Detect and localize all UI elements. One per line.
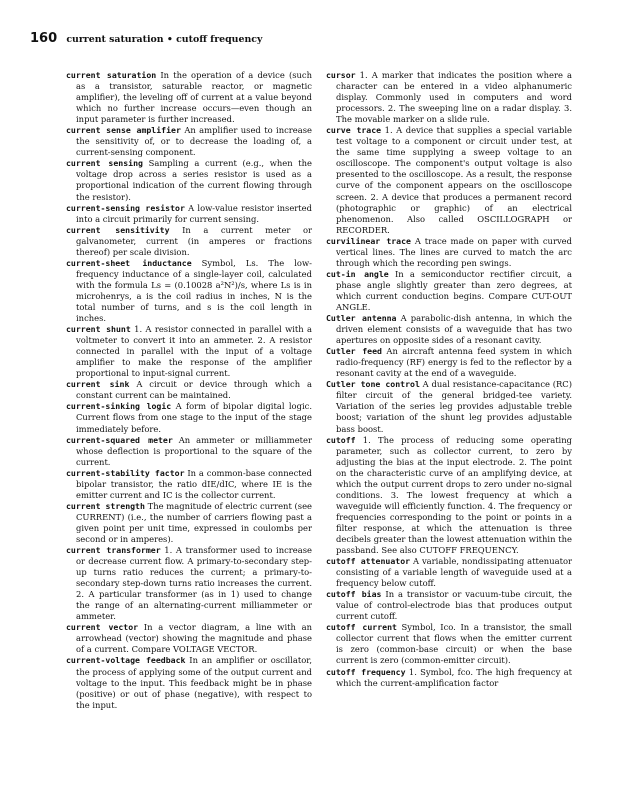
entry-term: cut-in angle [326,268,389,279]
entry-definition: A low-value resistor inserted into a circuit primarily for current sensing. [76,202,312,224]
entry-definition: An ammeter or milliammeter whose deflection is proportional to the square of the current. [76,434,312,467]
entry [66,258,312,324]
entry [66,125,312,158]
entry [326,589,572,622]
entry [66,324,312,379]
entry-term: current-sensing resistor [66,202,185,213]
entry-term: current shunt [66,324,131,335]
left-column [66,70,312,711]
entry [66,655,312,710]
entry-term: cutoff bias [326,589,382,600]
entry [66,401,312,434]
entry [66,622,312,655]
entry-definition: 1. A device that supplies a special variable test voltage to a component or circuit under test, at the same time supplying a sweep voltage to an oscilloscope. The component's output voltage is also presented to the oscilloscope. As a result, the response curve of the component appears on the oscilloscope screen. 2. A device that produces a permanent record (photographic or graphic) of an electrical phenomenon. Also called OSCILLOGRAPH or RECORDER. [336,125,572,235]
entry-definition: 1. A transformer used to increase or decrease current flow. A primary-to-secondary step-up turns ratio reduces the current; a primary-to-secondary step-down turns ratio increases the current. 2. A particular transformer (as in 1) used to change the range of an alternating-current milliammeter or ammeter. [76,545,312,622]
entry-term: current transformer [66,545,161,556]
entry-definition: Symbol, Ls. The low-frequency inductance of a single-layer coil, calculated with the formula Ls = (0.10028 a²N²)/s, where Ls is in microhenrys, a is the coil radius in inches, N is the total number of turns, and s is the coil length in inches. [76,257,312,324]
entry-term: cutoff frequency [326,666,406,677]
entry-term: current strength [66,500,145,511]
entry-term: current-stability factor [66,467,185,478]
entry-term: Cutler antenna [326,313,397,324]
entry-term: current-sinking logic [66,401,172,412]
right-column [326,70,572,689]
entry [326,125,572,235]
entry-term: current vector [66,622,139,633]
entry-term: Cutler feed [326,346,382,357]
entry-definition: In the operation of a device (such as a transistor, saturable reactor, or magnetic amplifier), the leveling off of current at a value beyond which no further increase occurs—even though an input parameter is further increased. [76,70,312,125]
entry [66,379,312,401]
entry-term: current sense amplifier [66,125,181,136]
entry-definition: An amplifier used to increase the sensitivity of, or to decrease the loading of, a current-sensing component. [76,125,312,158]
running-header [30,31,262,46]
entry [326,379,572,434]
entry-definition: 1. A resistor connected in parallel with a voltmeter to convert it into an ammeter. 2. A resistor connected in parallel with the input of a voltage amplifier to make the response of the amplifier proportional to input-signal current. [76,324,312,379]
entry-definition: 1. Symbol, fco. The high frequency at which the current-amplification factor [336,666,572,688]
entry-definition: In a transistor or vacuum-tube circuit, the value of control-electrode bias that produces output current cutoff. [336,589,572,622]
entry [66,501,312,545]
entry [326,70,572,125]
entry-definition: A trace made on paper with curved vertical lines. The lines are curved to match the arc through which the recording pen swings. [336,235,572,268]
entry-definition: In a semiconductor rectifier circuit, a phase angle slightly greater than zero degrees, at which current conduction begins. Compare CUT-OUT ANGLE. [336,268,573,312]
entry-term: current saturation [66,70,157,80]
entry [66,435,312,468]
entry-definition: In a vector diagram, a line with an arrowhead (vector) showing the magnitude and phase of a current. Compare VOLTAGE VECTOR. [76,622,312,655]
entry-term: cutoff attenuator [326,556,411,567]
entry [326,346,572,379]
entry [326,313,572,346]
entry-term: current sensitivity [66,224,170,235]
entry-definition: In an amplifier or oscillator, the process of applying some of the output current and voltage to the input. This feedback might be in phase (positive) or out of phase (negative), with respect to the input. [76,655,313,710]
entry [326,236,572,269]
entry [66,203,312,225]
entry-term: cursor [326,70,356,80]
entry-definition: Sampling a current (e.g., when the voltage drop across a series resistor is used as a proportional indication of the current flowing through the resistor). [76,158,312,202]
entry [326,435,572,557]
header-title: current saturation • cutoff frequency [66,34,263,45]
entry-term: cutoff current [326,622,397,633]
entry [326,556,572,589]
entry-term: curvilinear trace [326,235,411,246]
entry-term: current-squared meter [66,434,173,445]
entry-term: Cutler tone control [326,379,420,390]
entry-term: current-voltage feedback [66,655,186,666]
entry-definition: A variable, nondissipating attenuator consisting of a variable length of waveguide used at a frequency below cutoff. [336,556,572,589]
entry-definition: A dual resistance-capacitance (RC) filter circuit of the general bridged-tee variety. Variation of the series leg provides adjustable treble boost; variation of the shunt leg provides adjustable bass boost. [336,379,572,434]
entry-term: current sensing [66,158,143,169]
page-number: 160 [30,31,58,46]
entry [66,545,312,622]
entry [66,225,312,258]
entry-definition: A parabolic-dish antenna, in which the driven element consists of a waveguide that has two apertures on opposite sides of a resonant cavity. [336,313,572,346]
entry-term: curve trace [326,125,382,136]
entry [326,269,572,313]
entry [326,667,572,689]
entry-term: current-sheet inductance [66,257,192,268]
entry [66,158,312,202]
entry-definition: In a current meter or galvanometer, current (in amperes or fractions thereof) per scale division. [76,224,312,257]
entry-definition: Symbol, Ico. In a transistor, the small collector current that flows when the emitter current is zero (common-base circuit) or when the base current is zero (common-emitter circuit). [336,622,572,666]
entry [66,70,312,125]
entry [326,622,572,666]
entry-definition: A circuit or device through which a constant current can be maintained. [76,379,313,401]
entry-term: cutoff [326,434,356,445]
entry-definition: In a common-base connected bipolar transistor, the ratio dIE/dIC, where IE is the emitter current and IC is the collector current. [76,467,312,500]
entry-definition: An aircraft antenna feed system in which radio-frequency (RF) energy is fed to the reflector by a resonant cavity at the end of a waveguide. [336,346,572,379]
entry-definition: 1. A marker that indicates the position where a character can be entered in a video alphanumeric display. Commonly used in computers and word processors. 2. The sweeping line on a radar display. 3. The movable marker on a slide rule. [336,70,572,125]
entry-definition: The magnitude of electric current (see CURRENT) (i.e., the number of carriers flowing past a given point per unit time, expressed in coulombs per second or in amperes). [76,500,313,544]
entry [66,468,312,501]
entry-term: current sink [66,379,130,390]
entry-definition: 1. The process of reducing some operating parameter, such as collector current, to zero by adjusting the bias at the input electrode. 2. The point on the characteristic curve of an amplifying device, at which the output current drops to zero under no-signal conditions. 3. The lowest frequency at which a waveguide will efficiently function. 4. The frequency or frequencies corresponding to the point or points in a filter response, at which the attenuation is three decibels greater than the lowest attenuation within the passband. See also CUTOFF FREQUENCY. [336,434,572,556]
entry-definition: A form of bipolar digital logic. Current flows from one stage to the input of the stage immediately before. [76,401,312,434]
